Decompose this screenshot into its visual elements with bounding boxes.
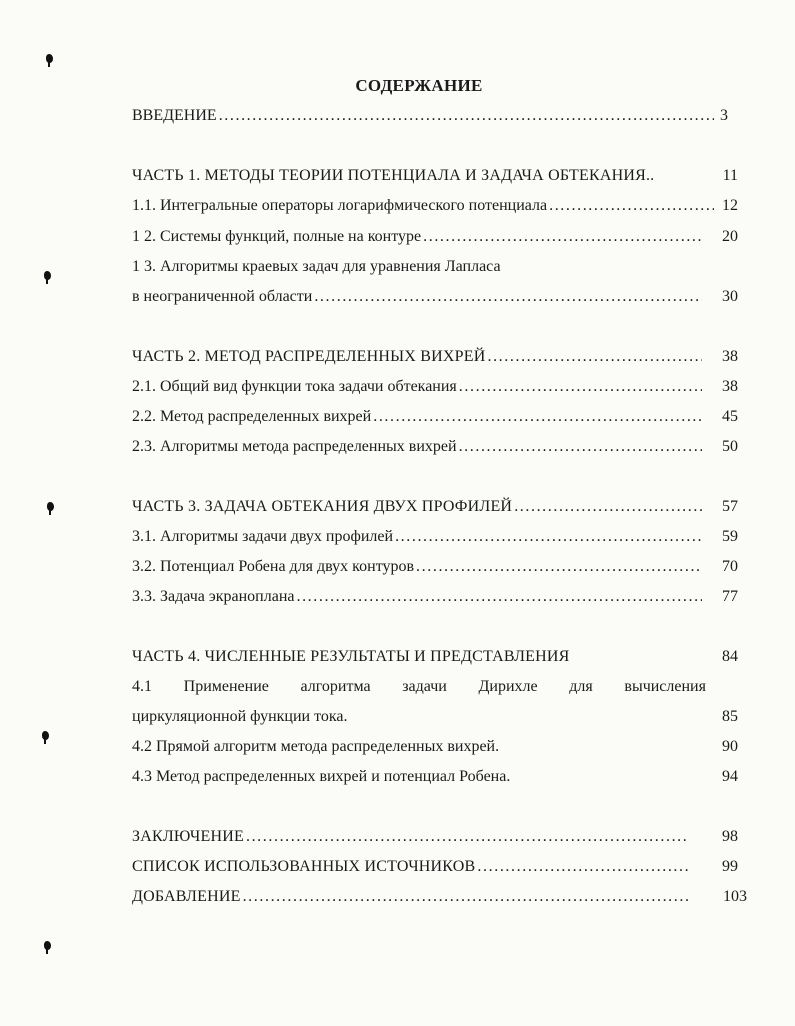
toc-word: Дирихле <box>478 678 538 695</box>
toc-word: 4.1 <box>132 678 152 695</box>
toc-page-number: 38 <box>722 348 738 365</box>
toc-entry <box>132 226 702 248</box>
toc-page-number: 98 <box>722 828 738 845</box>
toc-page-number: 59 <box>722 528 738 545</box>
toc-entry <box>132 286 702 308</box>
toc-part-heading <box>132 646 702 668</box>
toc-entry <box>132 256 714 278</box>
toc-page-number: 85 <box>722 708 738 725</box>
toc-leader-dots <box>314 286 702 308</box>
toc-leader-dots <box>243 886 688 908</box>
toc-entry <box>132 195 714 217</box>
toc-entry-text: ВВЕДЕНИЕ <box>132 107 217 124</box>
toc-entry <box>132 736 714 758</box>
toc-entry-text: 2.2. Метод распределенных вихрей <box>132 408 372 425</box>
toc-entry-text: 4.2 Прямой алгоритм метода распределенных вихрей. <box>132 738 500 755</box>
toc-entry-text: 3.3. Задача экраноплана <box>132 588 295 605</box>
toc-page-number: 99 <box>722 858 738 875</box>
toc-leader-dots <box>459 436 702 458</box>
toc-page-number: 11 <box>722 167 738 184</box>
toc-part-heading <box>132 496 702 518</box>
toc-entry <box>132 406 702 428</box>
toc-entry-text: ЧАСТЬ 3. ЗАДАЧА ОБТЕКАНИЯ ДВУХ ПРОФИЛЕЙ <box>132 498 513 515</box>
toc-entry <box>132 526 702 548</box>
toc-page-number: 20 <box>722 228 738 245</box>
toc-entry <box>132 105 714 127</box>
toc-entry <box>132 826 688 848</box>
toc-page-number: 70 <box>722 558 738 575</box>
toc-entry <box>132 886 688 908</box>
toc-word: для <box>569 678 593 695</box>
toc-entry-text: 1.1. Интегральные операторы логарифмического потенциала <box>132 197 548 214</box>
toc-entry <box>132 856 688 878</box>
toc-page-number: 103 <box>723 888 747 905</box>
toc-page-number: 12 <box>722 197 738 214</box>
toc-page-number: 94 <box>722 768 738 785</box>
toc-entry-text: ДОБАВЛЕНИЕ <box>132 888 241 905</box>
toc-entry-text: 4.3 Метод распределенных вихрей и потенциал Робена. <box>132 768 511 785</box>
toc-entry <box>132 556 702 578</box>
toc-entry <box>132 376 702 398</box>
toc-entry-text: ЧАСТЬ 2. МЕТОД РАСПРЕДЕЛЕННЫХ ВИХРЕЙ <box>132 348 486 365</box>
toc-word: вычисления <box>624 678 706 695</box>
toc-entry-text: 1 2. Системы функций, полные на контуре <box>132 228 422 245</box>
toc-entry-text: 2.3. Алгоритмы метода распределенных вихрей <box>132 438 457 455</box>
toc-leader-dots <box>296 586 702 608</box>
toc-page-number: 77 <box>722 588 738 605</box>
toc-page-number: 45 <box>722 408 738 425</box>
binder-hole-mark <box>44 271 51 280</box>
toc-entry <box>132 766 714 788</box>
binder-hole-mark <box>42 731 49 740</box>
toc-entry-text: ЧАСТЬ 4. ЧИСЛЕННЫЕ РЕЗУЛЬТАТЫ И ПРЕДСТАВЛЕНИЯ <box>132 648 570 665</box>
toc-leader-dots <box>219 105 714 127</box>
toc-entry-text: циркуляционной функции тока. <box>132 708 348 725</box>
toc-leader-dots <box>477 856 688 878</box>
toc-entry-justified <box>132 676 706 698</box>
binder-hole-mark <box>46 54 53 63</box>
toc-leader-dots <box>416 556 702 578</box>
page-title: СОДЕРЖАНИЕ <box>355 76 483 95</box>
toc-part-heading <box>132 165 732 187</box>
toc-entry-text: 2.1. Общий вид функции тока задачи обтекания <box>132 378 457 395</box>
toc-page-number: 50 <box>722 438 738 455</box>
toc-page-number: 38 <box>722 378 738 395</box>
toc-leader-dots <box>246 826 688 848</box>
toc-entry <box>132 706 714 728</box>
toc-leader-dots <box>395 526 702 548</box>
binder-hole-mark <box>47 502 54 511</box>
toc-word: Применение <box>183 678 269 695</box>
toc-entry-text: ЗАКЛЮЧЕНИЕ <box>132 828 244 845</box>
toc-leader-dots <box>373 406 702 428</box>
toc-page-number: 57 <box>722 498 738 515</box>
toc-entry-text: 1 3. Алгоритмы краевых задач для уравнения Лапласа <box>132 258 501 275</box>
toc-entry-text: 3.1. Алгоритмы задачи двух профилей <box>132 528 394 545</box>
toc-page-number: 84 <box>722 648 738 665</box>
toc-word: алгоритма <box>300 678 371 695</box>
toc-page-number: 90 <box>722 738 738 755</box>
toc-word: задачи <box>402 678 447 695</box>
toc-leader-dots <box>423 226 702 248</box>
toc-leader-dots <box>549 195 714 217</box>
toc-entry <box>132 586 702 608</box>
toc-entry-text: в неограниченной области <box>132 288 313 305</box>
toc-leader-dots <box>459 376 702 398</box>
toc-page-number: 30 <box>722 288 738 305</box>
toc-page-number: 3 <box>720 107 728 124</box>
binder-hole-mark <box>44 941 51 950</box>
toc-leader-dots <box>514 496 702 518</box>
toc-leader-dots <box>487 346 702 368</box>
toc-entry-text: ЧАСТЬ 1. МЕТОДЫ ТЕОРИИ ПОТЕНЦИАЛА И ЗАДАЧА ОБТЕКАНИЯ.. <box>132 167 655 184</box>
toc-entry-text: СПИСОК ИСПОЛЬЗОВАННЫХ ИСТОЧНИКОВ <box>132 858 476 875</box>
toc-part-heading <box>132 346 702 368</box>
toc-entry-text: 3.2. Потенциал Робена для двух контуров <box>132 558 415 575</box>
toc-entry <box>132 436 702 458</box>
